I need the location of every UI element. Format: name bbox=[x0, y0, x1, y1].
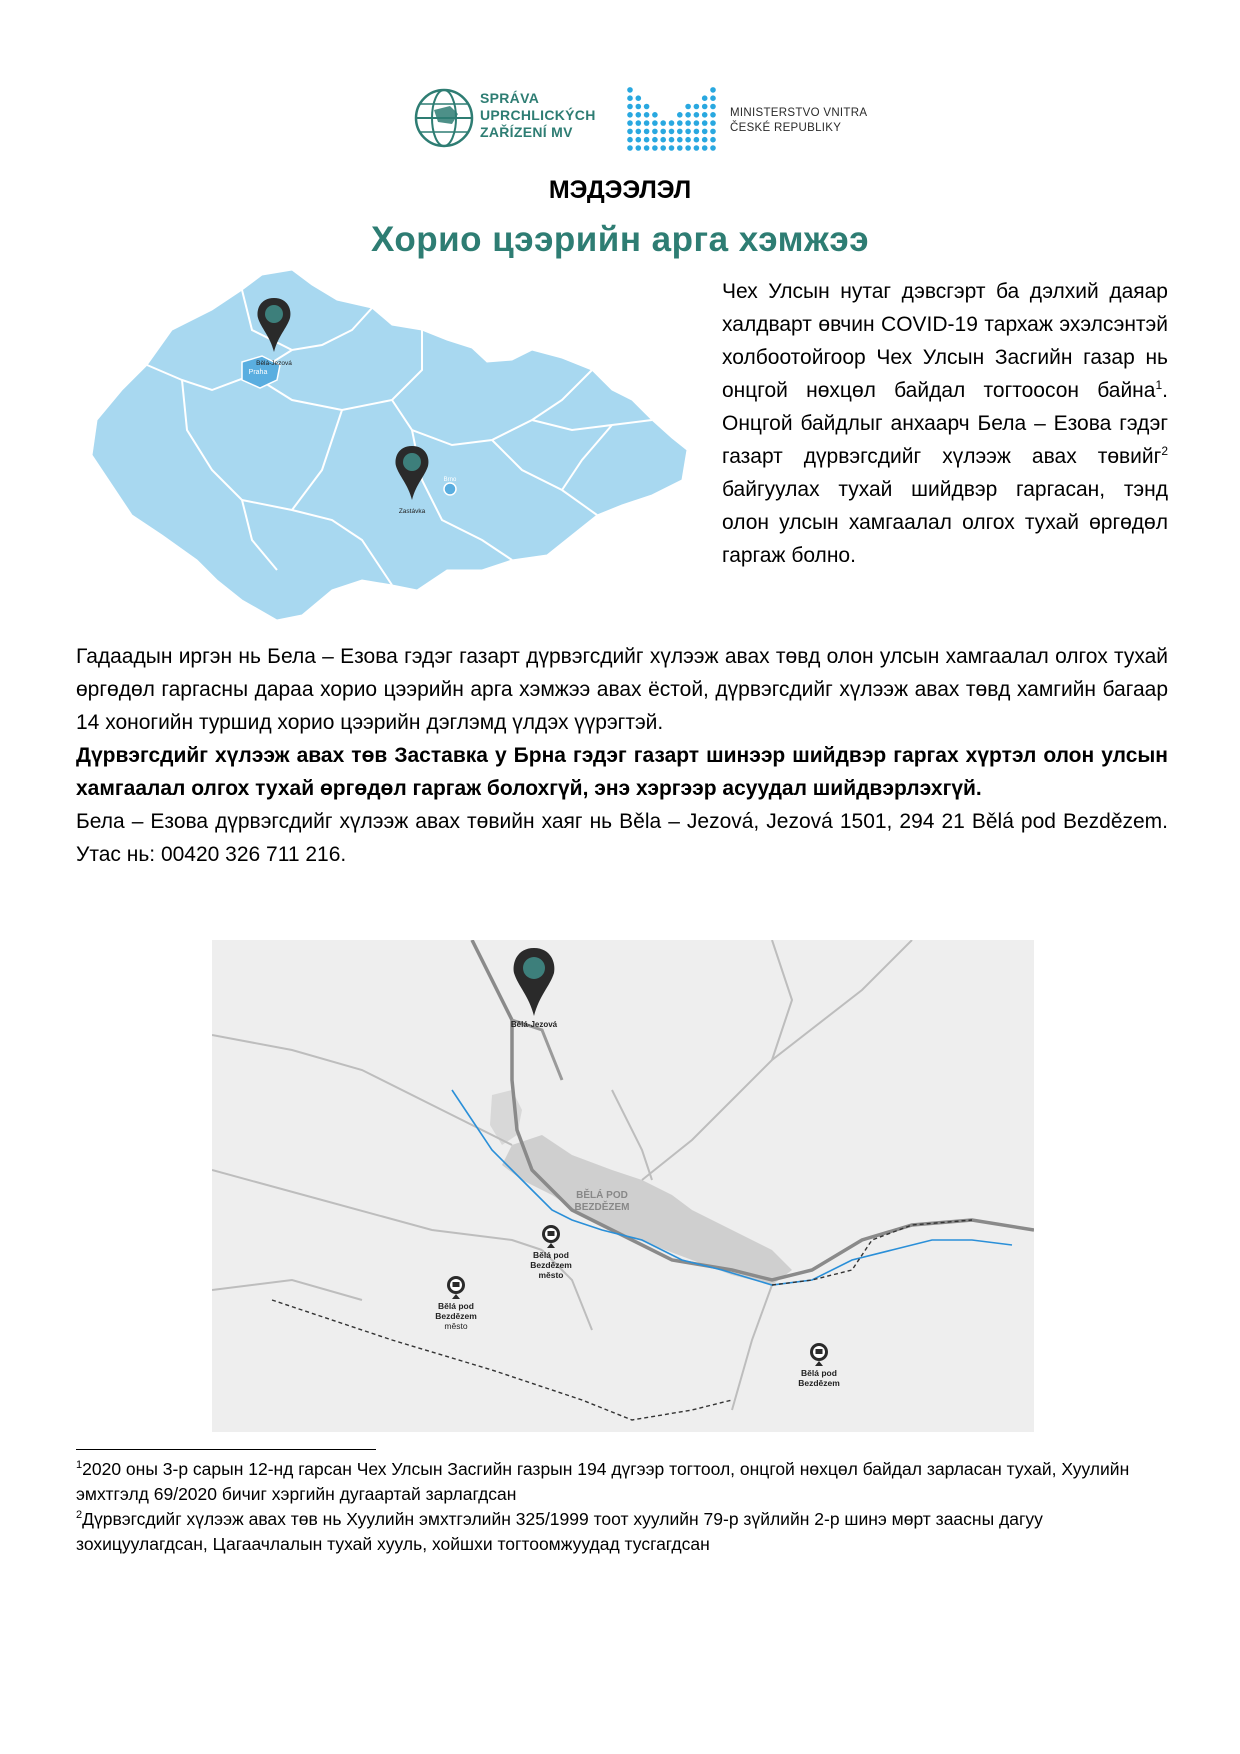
footnote-2 bbox=[76, 1507, 1176, 1557]
logo-refugee-facilities-administration bbox=[412, 82, 602, 152]
stop-1-label-2: Bezdězem bbox=[530, 1260, 572, 1270]
stop-2-label-3: město bbox=[444, 1321, 468, 1331]
brno-dot bbox=[444, 483, 456, 495]
logo-left-line-3: ZAŘÍZENÍ MV bbox=[480, 124, 573, 140]
footnote-1-text: 2020 оны 3-р сарын 12-нд гарсан Чех Улсын Засгийн газрын 194 дүгээр тогтоол, онцгой нөхцөл байдал зарласан тухай, Хуулийн эмхтгэлд 69/2020 бичиг хэргийн дугаартай зарлагдсан bbox=[76, 1459, 1130, 1504]
stop-1-label-1: Bělá pod bbox=[533, 1250, 569, 1260]
body-paragraph-1: Гадаадын иргэн нь Бела – Езова гэдэг газарт дүрвэгсдийг хүлээж авах төвд олон улсын хамгаалал олгох тухай өргөдөл гаргасны дараа хорио цээрийн арга хэмжээ авах ёстой, дүрвэгсдийг хүлээж авах төвд хамгийн багаар 14 хоногийн туршид хорио цээрийн дэглэмд үлдэх үүрэгтэй. bbox=[76, 645, 1168, 734]
logo-right-line-2: ČESKÉ REPUBLIKY bbox=[730, 122, 842, 134]
town-label-line-2: BEZDĚZEM bbox=[574, 1202, 630, 1213]
intro-paragraph bbox=[722, 275, 1168, 572]
map-label-zastavka: Zastávka bbox=[398, 508, 426, 515]
document-title: Хорио цээрийн арга хэмжээ bbox=[370, 220, 870, 259]
footnotes bbox=[76, 1457, 1176, 1557]
stop-2-label-2: Bezdězem bbox=[435, 1311, 477, 1321]
footnote-1 bbox=[76, 1457, 1176, 1507]
intro-part-1: Чех Улсын нутаг дэвсгэрт ба дэлхий даяар халдварт өвчин COVID-19 тархаж эхэлсэнтэй холбоотойгоор Чех Улсын Засгийн газар нь онцгой нөхцөл байдал тогтоосон байна bbox=[722, 280, 1168, 402]
stop-3-label-2: Bezdězem bbox=[798, 1378, 840, 1388]
body-text bbox=[76, 640, 1168, 871]
document-label: МЭДЭЭЛЭЛ bbox=[548, 176, 692, 204]
country-shape bbox=[92, 270, 687, 620]
pin-label-bela-jezova: Bělá-Jezová bbox=[510, 1020, 558, 1029]
stop-1-label-3: město bbox=[538, 1270, 564, 1280]
footnote-divider bbox=[76, 1449, 376, 1450]
map-label-praha: Praha bbox=[248, 369, 268, 376]
czech-republic-map bbox=[92, 270, 702, 625]
footnote-2-text: Дүрвэгсдийг хүлээж авах төв нь Хуулийн эмхтгэлийн 325/1999 тоот хуулийн 79-р зүйлийн 2-р шинэ мөрт заасны дагуу зохицуулагдсан, Цагаачлалын тухай хууль, хойшхи тогтоомжуудад тусгагдсан bbox=[76, 1509, 1043, 1554]
town-label-line-1: BĚLÁ POD bbox=[576, 1190, 628, 1201]
logo-left-line-2: UPRCHLICKÝCH bbox=[480, 107, 596, 123]
footnote-1-number: 1 bbox=[76, 1459, 83, 1472]
stop-3-label-1: Bělá pod bbox=[801, 1368, 837, 1378]
stop-2-label-1: Bělá pod bbox=[438, 1301, 474, 1311]
logo-left-line-1: SPRÁVA bbox=[480, 90, 540, 106]
intro-part-3: байгуулах тухай шийдвэр гаргасан, тэнд олон улсын хамгаалал олгох тухай өргөдөл гаргаж болно. bbox=[722, 478, 1168, 567]
globe-logo-icon bbox=[412, 86, 476, 150]
dot-matrix-logo-icon bbox=[626, 78, 722, 152]
intro-part-2: . Онцгой байдлыг анхаарч Бела – Езова гэдэг газарт дүрвэгсдийг хүлээж авах төвийг bbox=[722, 379, 1168, 468]
footnote-2-number: 2 bbox=[76, 1509, 83, 1522]
footnote-ref-2: 2 bbox=[1161, 444, 1168, 458]
body-paragraph-3-address: Бела – Езова дүрвэгсдийг хүлээж авах төвийн хаяг нь Bělа – Jezová, Jezová 1501, 294 21 Bělá pod Bezdězem. Утас нь: 00420 326 711 216. bbox=[76, 810, 1168, 866]
logo-ministry-interior bbox=[626, 78, 886, 152]
body-paragraph-2-bold: Дүрвэгсдийг хүлээж авах төв Заставка у Брна гэдэг газарт шинээр шийдвэр гаргах хүртэл олон улсын хамгаалал олгох тухай өргөдөл гаргаж болохгүй, энэ хэргээр асуудал шийдвэрлэхгүй. bbox=[76, 744, 1168, 800]
map-label-brno: Brno bbox=[443, 477, 457, 483]
footnote-ref-1: 1 bbox=[1155, 378, 1163, 392]
map-label-bela-jezova: Bělá-Jezová bbox=[256, 360, 292, 367]
logo-right-line-1: MINISTERSTVO VNITRA bbox=[730, 107, 868, 119]
local-area-map bbox=[212, 940, 1034, 1432]
